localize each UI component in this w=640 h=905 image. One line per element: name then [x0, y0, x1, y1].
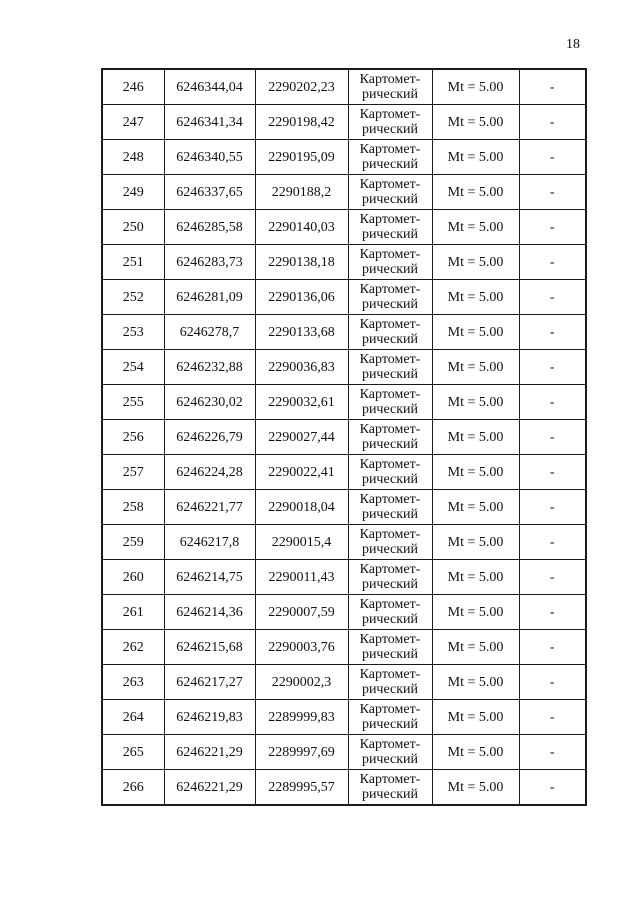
accuracy-cell: Mt = 5.00 — [432, 175, 519, 210]
method-cell — [348, 245, 432, 280]
point-number-cell: 259 — [102, 525, 164, 560]
description-cell: - — [519, 490, 586, 525]
table-row — [102, 455, 586, 490]
accuracy-cell: Mt = 5.00 — [432, 595, 519, 630]
method-line-1: Картомет- — [359, 562, 421, 577]
y-coordinate-cell: 2290188,2 — [255, 175, 348, 210]
x-coordinate-cell: 6246341,34 — [164, 105, 255, 140]
x-coordinate-cell: 6246214,75 — [164, 560, 255, 595]
y-coordinate-cell: 2290003,76 — [255, 630, 348, 665]
description-cell: - — [519, 140, 586, 175]
method-line-2: рический — [361, 647, 419, 662]
y-coordinate-cell: 2290018,04 — [255, 490, 348, 525]
point-number-cell: 262 — [102, 630, 164, 665]
description-cell: - — [519, 175, 586, 210]
accuracy-cell: Mt = 5.00 — [432, 455, 519, 490]
method-line-1: Картомет- — [359, 737, 421, 752]
point-number-cell: 261 — [102, 595, 164, 630]
table-row — [102, 735, 586, 770]
point-number-cell: 257 — [102, 455, 164, 490]
x-coordinate-cell: 6246285,58 — [164, 210, 255, 245]
x-coordinate-cell: 6246226,79 — [164, 420, 255, 455]
point-number-cell: 255 — [102, 385, 164, 420]
y-coordinate-cell: 2290027,44 — [255, 420, 348, 455]
method-line-1: Картомет- — [359, 387, 421, 402]
description-cell: - — [519, 105, 586, 140]
table-row — [102, 315, 586, 350]
table-row — [102, 490, 586, 525]
method-line-2: рический — [361, 402, 419, 417]
table-row — [102, 69, 586, 105]
table-row — [102, 350, 586, 385]
method-line-2: рический — [361, 577, 419, 592]
point-number-cell: 251 — [102, 245, 164, 280]
y-coordinate-cell: 2290202,23 — [255, 69, 348, 105]
description-cell: - — [519, 700, 586, 735]
accuracy-cell: Mt = 5.00 — [432, 210, 519, 245]
x-coordinate-cell: 6246340,55 — [164, 140, 255, 175]
method-line-1: Картомет- — [359, 492, 421, 507]
method-line-2: рический — [361, 717, 419, 732]
accuracy-cell: Mt = 5.00 — [432, 315, 519, 350]
y-coordinate-cell: 2290140,03 — [255, 210, 348, 245]
method-line-1: Картомет- — [359, 317, 421, 332]
x-coordinate-cell: 6246219,83 — [164, 700, 255, 735]
point-number-cell: 260 — [102, 560, 164, 595]
y-coordinate-cell: 2290198,42 — [255, 105, 348, 140]
x-coordinate-cell: 6246232,88 — [164, 350, 255, 385]
description-cell: - — [519, 595, 586, 630]
method-cell — [348, 735, 432, 770]
x-coordinate-cell: 6246344,04 — [164, 69, 255, 105]
accuracy-cell: Mt = 5.00 — [432, 420, 519, 455]
method-cell — [348, 560, 432, 595]
accuracy-cell: Mt = 5.00 — [432, 525, 519, 560]
table-row — [102, 140, 586, 175]
method-cell — [348, 140, 432, 175]
method-line-1: Картомет- — [359, 177, 421, 192]
method-line-2: рический — [361, 122, 419, 137]
description-cell: - — [519, 770, 586, 806]
accuracy-cell: Mt = 5.00 — [432, 665, 519, 700]
x-coordinate-cell: 6246217,27 — [164, 665, 255, 700]
x-coordinate-cell: 6246221,29 — [164, 735, 255, 770]
accuracy-cell: Mt = 5.00 — [432, 490, 519, 525]
method-cell — [348, 280, 432, 315]
table-row — [102, 385, 586, 420]
y-coordinate-cell: 2290032,61 — [255, 385, 348, 420]
method-line-1: Картомет- — [359, 352, 421, 367]
table-row — [102, 245, 586, 280]
coordinates-table — [101, 68, 587, 806]
method-cell — [348, 770, 432, 806]
x-coordinate-cell: 6246214,36 — [164, 595, 255, 630]
y-coordinate-cell: 2290015,4 — [255, 525, 348, 560]
table-row — [102, 175, 586, 210]
table-row — [102, 700, 586, 735]
method-cell — [348, 105, 432, 140]
accuracy-cell: Mt = 5.00 — [432, 280, 519, 315]
description-cell: - — [519, 350, 586, 385]
accuracy-cell: Mt = 5.00 — [432, 560, 519, 595]
y-coordinate-cell: 2290007,59 — [255, 595, 348, 630]
method-cell — [348, 315, 432, 350]
table-row — [102, 420, 586, 455]
description-cell: - — [519, 69, 586, 105]
method-cell — [348, 420, 432, 455]
x-coordinate-cell: 6246230,02 — [164, 385, 255, 420]
point-number-cell: 265 — [102, 735, 164, 770]
method-line-2: рический — [361, 752, 419, 767]
method-line-1: Картомет- — [359, 457, 421, 472]
x-coordinate-cell: 6246337,65 — [164, 175, 255, 210]
method-line-1: Картомет- — [359, 597, 421, 612]
accuracy-cell: Mt = 5.00 — [432, 770, 519, 806]
y-coordinate-cell: 2290136,06 — [255, 280, 348, 315]
method-line-1: Картомет- — [359, 422, 421, 437]
method-line-2: рический — [361, 787, 419, 802]
description-cell: - — [519, 210, 586, 245]
page-number: 18 — [566, 37, 580, 52]
method-line-2: рический — [361, 87, 419, 102]
x-coordinate-cell: 6246215,68 — [164, 630, 255, 665]
x-coordinate-cell: 6246224,28 — [164, 455, 255, 490]
method-line-2: рический — [361, 367, 419, 382]
method-line-2: рический — [361, 157, 419, 172]
method-line-2: рический — [361, 192, 419, 207]
x-coordinate-cell: 6246217,8 — [164, 525, 255, 560]
method-line-2: рический — [361, 472, 419, 487]
y-coordinate-cell: 2290022,41 — [255, 455, 348, 490]
accuracy-cell: Mt = 5.00 — [432, 630, 519, 665]
point-number-cell: 253 — [102, 315, 164, 350]
method-cell — [348, 350, 432, 385]
y-coordinate-cell: 2290036,83 — [255, 350, 348, 385]
method-line-1: Картомет- — [359, 702, 421, 717]
x-coordinate-cell: 6246281,09 — [164, 280, 255, 315]
method-line-1: Картомет- — [359, 632, 421, 647]
method-line-2: рический — [361, 297, 419, 312]
method-line-1: Картомет- — [359, 107, 421, 122]
point-number-cell: 258 — [102, 490, 164, 525]
point-number-cell: 249 — [102, 175, 164, 210]
y-coordinate-cell: 2289997,69 — [255, 735, 348, 770]
accuracy-cell: Mt = 5.00 — [432, 245, 519, 280]
method-cell — [348, 175, 432, 210]
method-cell — [348, 630, 432, 665]
method-cell — [348, 210, 432, 245]
description-cell: - — [519, 455, 586, 490]
description-cell: - — [519, 420, 586, 455]
accuracy-cell: Mt = 5.00 — [432, 105, 519, 140]
description-cell: - — [519, 735, 586, 770]
accuracy-cell: Mt = 5.00 — [432, 69, 519, 105]
method-cell — [348, 69, 432, 105]
point-number-cell: 246 — [102, 69, 164, 105]
method-cell — [348, 700, 432, 735]
table-row — [102, 770, 586, 806]
table-row — [102, 105, 586, 140]
method-line-2: рический — [361, 542, 419, 557]
x-coordinate-cell: 6246221,77 — [164, 490, 255, 525]
description-cell: - — [519, 560, 586, 595]
description-cell: - — [519, 245, 586, 280]
method-cell — [348, 455, 432, 490]
method-line-2: рический — [361, 227, 419, 242]
method-line-2: рический — [361, 262, 419, 277]
y-coordinate-cell: 2290195,09 — [255, 140, 348, 175]
method-cell — [348, 385, 432, 420]
method-line-2: рический — [361, 437, 419, 452]
coordinates-table-body — [102, 69, 586, 805]
point-number-cell: 256 — [102, 420, 164, 455]
x-coordinate-cell: 6246283,73 — [164, 245, 255, 280]
method-line-2: рический — [361, 682, 419, 697]
method-line-2: рический — [361, 507, 419, 522]
point-number-cell: 250 — [102, 210, 164, 245]
y-coordinate-cell: 2290011,43 — [255, 560, 348, 595]
point-number-cell: 263 — [102, 665, 164, 700]
method-cell — [348, 525, 432, 560]
x-coordinate-cell: 6246278,7 — [164, 315, 255, 350]
description-cell: - — [519, 665, 586, 700]
description-cell: - — [519, 280, 586, 315]
method-line-1: Картомет- — [359, 667, 421, 682]
y-coordinate-cell: 2289995,57 — [255, 770, 348, 806]
point-number-cell: 264 — [102, 700, 164, 735]
table-row — [102, 595, 586, 630]
method-line-1: Картомет- — [359, 212, 421, 227]
method-cell — [348, 665, 432, 700]
y-coordinate-cell: 2290133,68 — [255, 315, 348, 350]
y-coordinate-cell: 2290002,3 — [255, 665, 348, 700]
table-row — [102, 525, 586, 560]
accuracy-cell: Mt = 5.00 — [432, 350, 519, 385]
method-line-2: рический — [361, 332, 419, 347]
description-cell: - — [519, 525, 586, 560]
point-number-cell: 266 — [102, 770, 164, 806]
method-cell — [348, 595, 432, 630]
accuracy-cell: Mt = 5.00 — [432, 140, 519, 175]
table-row — [102, 665, 586, 700]
description-cell: - — [519, 630, 586, 665]
method-line-1: Картомет- — [359, 772, 421, 787]
table-row — [102, 280, 586, 315]
point-number-cell: 248 — [102, 140, 164, 175]
method-line-1: Картомет- — [359, 142, 421, 157]
table-row — [102, 210, 586, 245]
point-number-cell: 254 — [102, 350, 164, 385]
accuracy-cell: Mt = 5.00 — [432, 700, 519, 735]
description-cell: - — [519, 315, 586, 350]
accuracy-cell: Mt = 5.00 — [432, 735, 519, 770]
method-line-2: рический — [361, 612, 419, 627]
x-coordinate-cell: 6246221,29 — [164, 770, 255, 806]
table-row — [102, 630, 586, 665]
point-number-cell: 247 — [102, 105, 164, 140]
method-line-1: Картомет- — [359, 282, 421, 297]
accuracy-cell: Mt = 5.00 — [432, 385, 519, 420]
method-cell — [348, 490, 432, 525]
method-line-1: Картомет- — [359, 72, 421, 87]
description-cell: - — [519, 385, 586, 420]
y-coordinate-cell: 2290138,18 — [255, 245, 348, 280]
point-number-cell: 252 — [102, 280, 164, 315]
method-line-1: Картомет- — [359, 527, 421, 542]
table-row — [102, 560, 586, 595]
y-coordinate-cell: 2289999,83 — [255, 700, 348, 735]
method-line-1: Картомет- — [359, 247, 421, 262]
